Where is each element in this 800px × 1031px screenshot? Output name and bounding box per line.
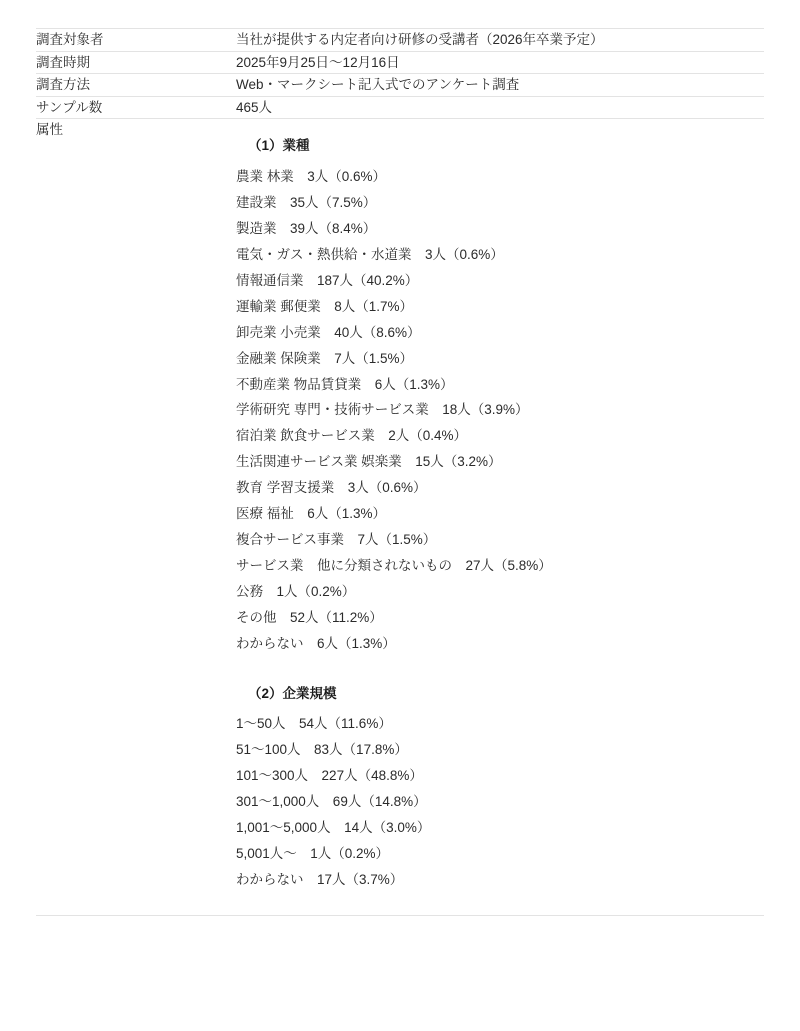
row-value-target — [236, 29, 764, 52]
row-value-sample-size — [236, 96, 764, 119]
row-label-sample-size: サンプル数 — [36, 96, 236, 119]
list-item: 51〜100人 83人（17.8%） — [236, 742, 408, 758]
list-item: 生活関連サービス業 娯楽業 15人（3.2%） — [236, 454, 502, 470]
list-item: 5,001人〜 1人（0.2%） — [236, 846, 390, 861]
row-label-attributes: 属性 — [36, 119, 236, 915]
list-item: 運輸業 郵便業 8人（1.7%） — [236, 298, 414, 314]
table-row — [36, 119, 764, 915]
list-item: 電気・ガス・熱供給・水道業 3人（0.6%） — [236, 247, 504, 263]
table-row — [36, 74, 764, 97]
list-item: 1〜50人 54人（11.6%） — [236, 716, 392, 732]
list-item: わからない 6人（1.3%） — [236, 635, 396, 651]
survey-overview-table — [36, 28, 764, 916]
attribute-group-company-size-title: （2）企業規模 — [248, 685, 337, 701]
row-value-attributes — [236, 119, 764, 915]
attribute-group-industry-title: （1）業種 — [248, 138, 310, 154]
row-value-method — [236, 74, 764, 97]
row-label-period: 調査時期 — [36, 51, 236, 74]
row-label-method: 調査方法 — [36, 74, 236, 97]
row-value-sample-size-text: 465人 — [236, 99, 273, 115]
survey-table-body — [36, 29, 764, 916]
table-row — [36, 51, 764, 74]
list-item: その他 52人（11.2%） — [236, 609, 383, 625]
attribute-group-company-size — [236, 683, 764, 893]
row-value-target-text: 当社が提供する内定者向け研修の受講者（2026年卒業予定） — [236, 32, 604, 47]
list-item: 101〜300人 227人（48.8%） — [236, 768, 423, 784]
list-item: 301〜1,000人 69人（14.8%） — [236, 794, 427, 810]
list-item: 宿泊業 飲食サービス業 2人（0.4%） — [236, 428, 468, 444]
list-item: 複合サービス事業 7人（1.5%） — [236, 532, 437, 547]
list-item: 金融業 保険業 7人（1.5%） — [236, 350, 414, 366]
list-item: 建設業 35人（7.5%） — [236, 195, 377, 211]
list-item: 学術研究 専門・技術サービス業 18人（3.9%） — [236, 402, 529, 418]
list-item: 医療 福祉 6人（1.3%） — [236, 506, 387, 522]
row-label-target: 調査対象者 — [36, 29, 236, 52]
attribute-group-industry-list — [236, 164, 764, 656]
list-item: わからない 17人（3.7%） — [236, 871, 404, 887]
list-item: 情報通信業 187人（40.2%） — [236, 272, 419, 288]
list-item: 公務 1人（0.2%） — [236, 583, 356, 599]
list-item: 製造業 39人（8.4%） — [236, 221, 377, 237]
list-item: 1,001〜5,000人 14人（3.0%） — [236, 820, 431, 836]
row-value-method-text: Web・マークシート記入式でのアンケート調査 — [236, 77, 520, 93]
list-item: 教育 学習支援業 3人（0.6%） — [236, 480, 427, 496]
row-value-period — [236, 51, 764, 74]
list-item: 卸売業 小売業 40人（8.6%） — [236, 324, 421, 340]
table-row — [36, 96, 764, 119]
attribute-group-company-size-list — [236, 711, 764, 892]
list-item: サービス業 他に分類されないもの 27人（5.8%） — [236, 557, 552, 573]
list-item: 不動産業 物品賃貸業 6人（1.3%） — [236, 376, 454, 392]
list-item: 農業 林業 3人（0.6%） — [236, 169, 387, 185]
row-value-period-text: 2025年9月25日〜12月16日 — [236, 54, 400, 70]
attribute-group-industry — [236, 135, 764, 656]
table-row — [36, 29, 764, 52]
